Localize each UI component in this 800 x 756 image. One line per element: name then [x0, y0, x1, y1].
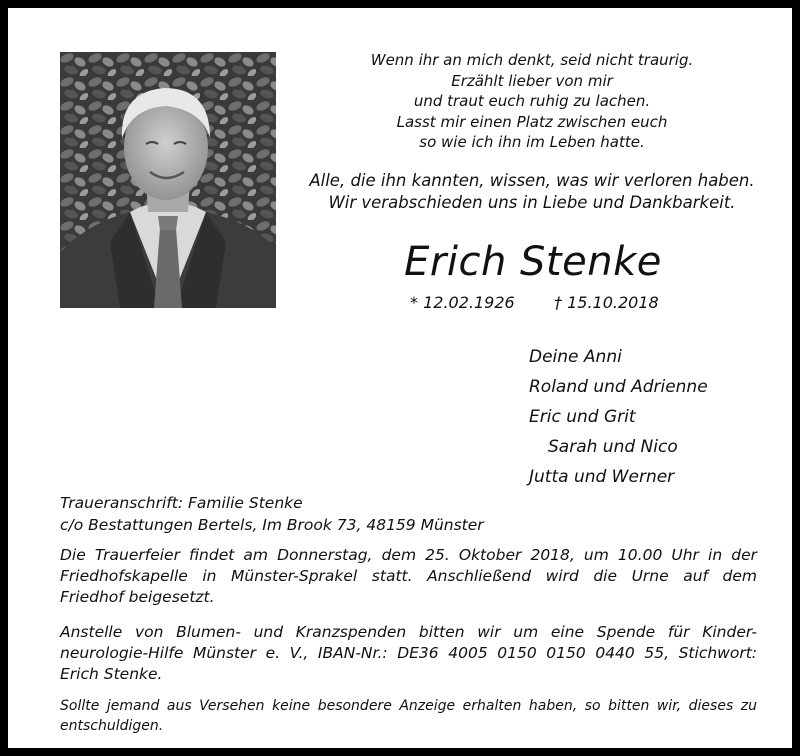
mourning-address	[60, 492, 760, 536]
address-line: c/o Bestattungen Bertels, Im Brook 73, 48159 Münster	[60, 516, 484, 534]
apology-note	[60, 696, 757, 736]
donation-info	[60, 622, 757, 685]
ceremony-info	[60, 545, 757, 608]
donation-line: Anstelle von Blumen- und Kranzspenden bitten wir um eine Spende für Kinder-	[60, 623, 757, 641]
family-member: Eric und Grit	[529, 407, 636, 427]
poem-line: Lasst mir einen Platz zwischen euch	[396, 112, 668, 131]
tribute-line: Alle, die ihn kannten, wissen, was wir verloren haben.	[309, 171, 755, 190]
ceremony-line: Friedhof beigesetzt.	[60, 588, 215, 606]
family-member: Roland und Adrienne	[529, 377, 708, 397]
poem-line: Erzählt lieber von mir	[451, 71, 613, 90]
family-list	[529, 342, 779, 492]
poem-line: und traut euch ruhig zu lachen.	[413, 92, 651, 110]
portrait-image	[60, 52, 276, 308]
family-member: Jutta und Werner	[529, 467, 675, 487]
tribute-line: Wir verabschieden uns in Liebe und Dankbarkeit.	[328, 193, 736, 212]
portrait-photo	[60, 52, 276, 308]
birth-date: * 12.02.1926	[410, 293, 515, 312]
tribute-text	[298, 170, 766, 214]
death-date: † 15.10.2018	[554, 293, 659, 312]
note-line: entschuldigen.	[60, 718, 164, 734]
poem-line: Wenn ihr an mich denkt, seid nicht traurig.	[370, 51, 694, 69]
note-line: Sollte jemand aus Versehen keine besondere Anzeige erhalten haben, so bitten wir, dieses zu	[60, 698, 757, 714]
ceremony-line: Friedhofskapelle in Münster-Sprakel statt. Anschließend wird die Urne auf dem	[60, 567, 757, 585]
poem-line: so wie ich ihn im Leben hatte.	[419, 133, 645, 151]
family-member: Sarah und Nico	[548, 437, 678, 457]
donation-line: Erich Stenke.	[60, 665, 163, 683]
deceased-name: Erich Stenke	[404, 239, 662, 285]
donation-line: neurologie-Hilfe Münster e. V., IBAN-Nr.: DE36 4005 0150 0150 0440 55, Stichwort:	[60, 644, 757, 662]
family-member: Deine Anni	[529, 347, 622, 367]
poem	[300, 50, 764, 153]
address-line: Traueranschrift: Familie Stenke	[60, 494, 303, 512]
ceremony-line: Die Trauerfeier findet am Donnerstag, dem 25. Oktober 2018, um 10.00 Uhr in der	[60, 546, 757, 564]
